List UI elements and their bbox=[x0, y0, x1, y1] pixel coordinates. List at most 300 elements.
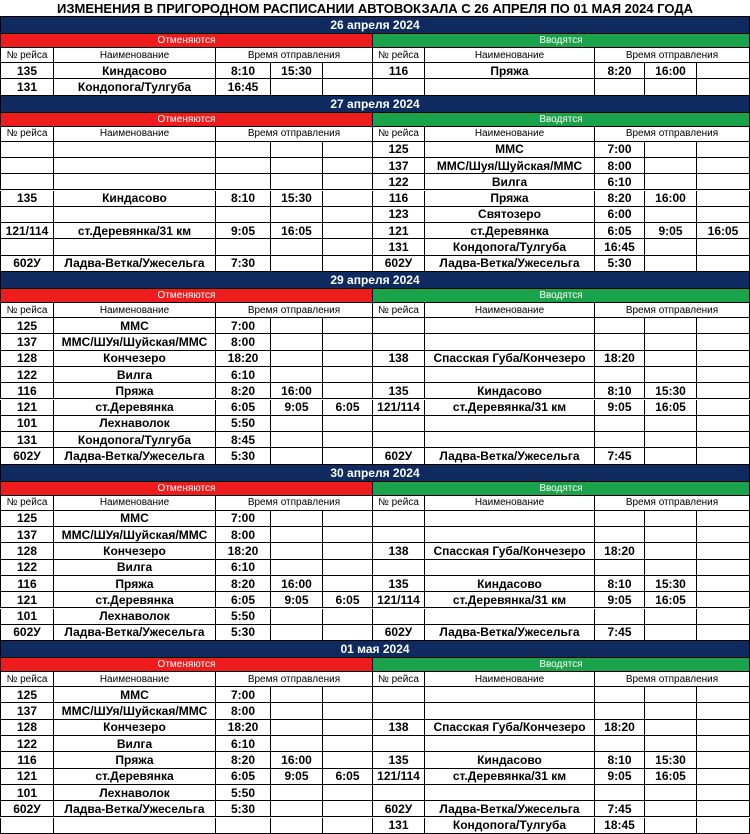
cancelled-name-cell: Ладва-Ветка/Ужесельга bbox=[54, 256, 216, 272]
col-header-time: Время отправления bbox=[216, 48, 373, 63]
col-header-number: № рейса bbox=[373, 48, 425, 63]
cancelled-time-3-cell bbox=[323, 142, 373, 158]
cancelled-number-cell: 135 bbox=[0, 63, 54, 79]
cancelled-time-2-cell bbox=[271, 256, 323, 272]
status-band-row bbox=[0, 113, 750, 127]
cancelled-time-3-cell bbox=[323, 158, 373, 174]
introduced-name-cell: Кондопога/Тулгуба bbox=[425, 239, 595, 255]
cancelled-time-3-cell bbox=[323, 416, 373, 432]
introduced-time-1-cell bbox=[595, 560, 645, 576]
cancelled-name-cell: Кончезеро bbox=[54, 720, 216, 736]
introduced-time-2-cell: 9:05 bbox=[645, 223, 697, 239]
cancelled-time-3-cell bbox=[323, 687, 373, 703]
status-band-row bbox=[0, 34, 750, 48]
cancelled-time-3-cell bbox=[323, 448, 373, 464]
cancelled-name-cell: Кондопога/Тулгуба bbox=[54, 432, 216, 448]
introduced-time-1-cell bbox=[595, 432, 645, 448]
status-band-row bbox=[0, 482, 750, 496]
col-header-time: Время отправления bbox=[216, 303, 373, 318]
introduced-time-2-cell bbox=[645, 801, 697, 817]
cancelled-name-cell: Пряжа bbox=[54, 752, 216, 768]
cancelled-time-2-cell: 16:00 bbox=[271, 383, 323, 399]
table-row bbox=[0, 207, 750, 223]
cancelled-time-2-cell bbox=[271, 736, 323, 752]
column-header-row bbox=[0, 496, 750, 511]
introduced-name-cell bbox=[425, 79, 595, 95]
introduced-time-2-cell: 16:05 bbox=[645, 769, 697, 785]
cancelled-number-cell: 131 bbox=[0, 432, 54, 448]
cancelled-time-3-cell bbox=[323, 560, 373, 576]
introduced-name-cell: Ладва-Ветка/Ужесельга bbox=[425, 256, 595, 272]
introduced-time-2-cell bbox=[645, 416, 697, 432]
introduced-time-2-cell: 15:30 bbox=[645, 576, 697, 592]
introduced-time-2-cell bbox=[645, 703, 697, 719]
cancelled-time-3-cell bbox=[323, 703, 373, 719]
cancelled-time-1-cell: 18:20 bbox=[216, 543, 271, 559]
introduced-time-1-cell bbox=[595, 736, 645, 752]
introduced-name-cell bbox=[425, 785, 595, 801]
cancelled-time-3-cell bbox=[323, 609, 373, 625]
cancelled-time-1-cell: 6:10 bbox=[216, 736, 271, 752]
cancelled-number-cell: 602У bbox=[0, 801, 54, 817]
introduced-number-cell: 122 bbox=[373, 174, 425, 190]
cancelled-name-cell: ст.Деревянка bbox=[54, 769, 216, 785]
introduced-number-cell: 123 bbox=[373, 207, 425, 223]
introduced-number-cell: 121 bbox=[373, 223, 425, 239]
cancelled-name-cell: Вилга bbox=[54, 736, 216, 752]
introduced-time-3-cell bbox=[697, 801, 750, 817]
introduced-name-cell bbox=[425, 609, 595, 625]
cancelled-name-cell: Кончезеро bbox=[54, 351, 216, 367]
cancelled-time-2-cell: 16:00 bbox=[271, 576, 323, 592]
cancelled-name-cell: Лехнаволок bbox=[54, 416, 216, 432]
introduced-time-2-cell bbox=[645, 174, 697, 190]
cancelled-time-2-cell bbox=[271, 367, 323, 383]
introduced-time-2-cell bbox=[645, 351, 697, 367]
cancelled-number-cell bbox=[0, 174, 54, 190]
table-row bbox=[0, 818, 750, 834]
cancelled-time-2-cell bbox=[271, 79, 323, 95]
cancelled-time-1-cell: 8:20 bbox=[216, 576, 271, 592]
introduced-name-cell bbox=[425, 334, 595, 350]
cancelled-number-cell: 137 bbox=[0, 703, 54, 719]
introduced-time-1-cell: 8:20 bbox=[595, 63, 645, 79]
col-header-number: № рейса bbox=[0, 48, 54, 63]
introduced-time-3-cell bbox=[697, 609, 750, 625]
cancelled-name-cell: Ладва-Ветка/Ужесельга bbox=[54, 801, 216, 817]
introduced-time-1-cell: 8:10 bbox=[595, 383, 645, 399]
introduced-number-cell: 121/114 bbox=[373, 592, 425, 608]
introduced-name-cell bbox=[425, 367, 595, 383]
introduced-time-3-cell bbox=[697, 752, 750, 768]
col-header-number: № рейса bbox=[0, 672, 54, 687]
column-header-row bbox=[0, 127, 750, 142]
introduced-time-1-cell bbox=[595, 609, 645, 625]
cancelled-time-3-cell bbox=[323, 383, 373, 399]
introduced-time-2-cell bbox=[645, 687, 697, 703]
col-header-name: Наименование bbox=[54, 127, 216, 142]
cancelled-time-1-cell: 5:50 bbox=[216, 416, 271, 432]
date-row bbox=[0, 17, 750, 34]
introduced-time-3-cell bbox=[697, 63, 750, 79]
introduced-number-cell: 138 bbox=[373, 351, 425, 367]
cancelled-time-1-cell bbox=[216, 207, 271, 223]
cancelled-number-cell: 137 bbox=[0, 527, 54, 543]
introduced-time-3-cell bbox=[697, 432, 750, 448]
cancelled-time-1-cell: 9:05 bbox=[216, 223, 271, 239]
cancelled-name-cell: Ладва-Ветка/Ужесельга bbox=[54, 625, 216, 641]
introduced-time-3-cell: 16:05 bbox=[697, 223, 750, 239]
cancelled-number-cell: 116 bbox=[0, 752, 54, 768]
cancelled-number-cell: 101 bbox=[0, 785, 54, 801]
table-row bbox=[0, 687, 750, 703]
cancelled-time-2-cell bbox=[271, 416, 323, 432]
cancelled-time-1-cell: 5:30 bbox=[216, 448, 271, 464]
cancelled-time-1-cell: 5:50 bbox=[216, 785, 271, 801]
cancelled-number-cell: 602У bbox=[0, 625, 54, 641]
cancelled-time-1-cell: 5:30 bbox=[216, 801, 271, 817]
cancelled-time-1-cell: 5:30 bbox=[216, 625, 271, 641]
cancelled-time-2-cell bbox=[271, 174, 323, 190]
introduced-time-3-cell bbox=[697, 785, 750, 801]
col-header-time: Время отправления bbox=[595, 496, 750, 511]
cancelled-time-3-cell bbox=[323, 720, 373, 736]
introduced-time-1-cell bbox=[595, 334, 645, 350]
cancelled-time-1-cell: 6:05 bbox=[216, 592, 271, 608]
cancelled-time-1-cell: 7:00 bbox=[216, 687, 271, 703]
introduced-time-2-cell bbox=[645, 239, 697, 255]
cancelled-name-cell: ММС/ШУя/Шуйская/ММС bbox=[54, 703, 216, 719]
introduced-name-cell bbox=[425, 432, 595, 448]
col-header-name: Наименование bbox=[425, 303, 595, 318]
introduced-name-cell: Спасская Губа/Кончезеро bbox=[425, 543, 595, 559]
col-header-name: Наименование bbox=[425, 127, 595, 142]
cancelled-name-cell: ММС bbox=[54, 318, 216, 334]
section-date: 26 апреля 2024 bbox=[0, 17, 750, 34]
introduced-time-1-cell: 16:45 bbox=[595, 239, 645, 255]
cancelled-time-3-cell bbox=[323, 318, 373, 334]
table-row bbox=[0, 769, 750, 785]
section-date: 27 апреля 2024 bbox=[0, 96, 750, 113]
introduced-time-2-cell: 15:30 bbox=[645, 752, 697, 768]
cancelled-time-3-cell: 6:05 bbox=[323, 400, 373, 416]
section-date: 29 апреля 2024 bbox=[0, 272, 750, 289]
introduced-name-cell: Кондопога/Тулгуба bbox=[425, 818, 595, 834]
cancelled-number-cell: 121 bbox=[0, 592, 54, 608]
cancelled-time-3-cell bbox=[323, 239, 373, 255]
introduced-time-3-cell bbox=[697, 191, 750, 207]
title-row bbox=[0, 0, 750, 17]
col-header-number: № рейса bbox=[373, 127, 425, 142]
cancelled-time-2-cell: 9:05 bbox=[271, 769, 323, 785]
introduced-number-cell: 116 bbox=[373, 191, 425, 207]
introduced-name-cell: ст.Деревянка/31 км bbox=[425, 592, 595, 608]
cancelled-time-2-cell bbox=[271, 560, 323, 576]
introduced-time-3-cell bbox=[697, 207, 750, 223]
cancelled-number-cell: 602У bbox=[0, 448, 54, 464]
introduced-time-1-cell bbox=[595, 687, 645, 703]
cancelled-time-2-cell bbox=[271, 785, 323, 801]
cancelled-time-3-cell bbox=[323, 256, 373, 272]
cancelled-time-3-cell bbox=[323, 223, 373, 239]
cancelled-time-2-cell bbox=[271, 625, 323, 641]
cancelled-header: Отменяются bbox=[0, 482, 373, 496]
cancelled-time-3-cell bbox=[323, 207, 373, 223]
cancelled-name-cell bbox=[54, 207, 216, 223]
cancelled-time-2-cell: 16:05 bbox=[271, 223, 323, 239]
introduced-number-cell: 602У bbox=[373, 625, 425, 641]
introduced-time-1-cell bbox=[595, 511, 645, 527]
col-header-time: Время отправления bbox=[595, 672, 750, 687]
introduced-time-1-cell bbox=[595, 416, 645, 432]
cancelled-time-2-cell bbox=[271, 318, 323, 334]
introduced-name-cell bbox=[425, 511, 595, 527]
introduced-number-cell: 602У bbox=[373, 448, 425, 464]
cancelled-number-cell bbox=[0, 818, 54, 834]
introduced-number-cell: 121/114 bbox=[373, 769, 425, 785]
cancelled-number-cell: 128 bbox=[0, 720, 54, 736]
cancelled-time-2-cell: 15:30 bbox=[271, 191, 323, 207]
cancelled-name-cell: Вилга bbox=[54, 367, 216, 383]
table-row bbox=[0, 334, 750, 350]
introduced-number-cell bbox=[373, 79, 425, 95]
introduced-time-3-cell bbox=[697, 625, 750, 641]
table-row bbox=[0, 367, 750, 383]
introduced-time-3-cell bbox=[697, 367, 750, 383]
introduced-name-cell bbox=[425, 703, 595, 719]
introduced-name-cell: Ладва-Ветка/Ужесельга bbox=[425, 625, 595, 641]
table-row bbox=[0, 511, 750, 527]
introduced-time-1-cell: 9:05 bbox=[595, 592, 645, 608]
cancelled-name-cell: Ладва-Ветка/Ужесельга bbox=[54, 448, 216, 464]
cancelled-time-3-cell bbox=[323, 625, 373, 641]
col-header-number: № рейса bbox=[0, 496, 54, 511]
cancelled-time-1-cell: 8:00 bbox=[216, 527, 271, 543]
cancelled-header: Отменяются bbox=[0, 113, 373, 127]
introduced-number-cell: 135 bbox=[373, 752, 425, 768]
cancelled-number-cell: 121 bbox=[0, 769, 54, 785]
introduced-time-3-cell bbox=[697, 687, 750, 703]
introduced-time-3-cell bbox=[697, 818, 750, 834]
cancelled-number-cell: 128 bbox=[0, 543, 54, 559]
introduced-time-2-cell bbox=[645, 720, 697, 736]
date-row bbox=[0, 272, 750, 289]
cancelled-number-cell: 116 bbox=[0, 576, 54, 592]
introduced-name-cell bbox=[425, 687, 595, 703]
cancelled-time-1-cell: 6:05 bbox=[216, 400, 271, 416]
cancelled-time-3-cell bbox=[323, 191, 373, 207]
date-row bbox=[0, 96, 750, 113]
introduced-time-2-cell bbox=[645, 560, 697, 576]
cancelled-time-1-cell: 6:05 bbox=[216, 769, 271, 785]
cancelled-time-2-cell bbox=[271, 609, 323, 625]
cancelled-number-cell bbox=[0, 239, 54, 255]
introduced-time-3-cell bbox=[697, 318, 750, 334]
introduced-time-3-cell bbox=[697, 527, 750, 543]
introduced-time-1-cell bbox=[595, 318, 645, 334]
introduced-number-cell bbox=[373, 560, 425, 576]
column-header-row bbox=[0, 303, 750, 318]
cancelled-time-1-cell bbox=[216, 174, 271, 190]
cancelled-time-2-cell bbox=[271, 239, 323, 255]
cancelled-time-1-cell: 8:45 bbox=[216, 432, 271, 448]
introduced-name-cell bbox=[425, 560, 595, 576]
introduced-number-cell: 121/114 bbox=[373, 400, 425, 416]
introduced-header: Вводятся bbox=[373, 289, 750, 303]
introduced-time-2-cell bbox=[645, 432, 697, 448]
col-header-time: Время отправления bbox=[595, 48, 750, 63]
cancelled-number-cell: 122 bbox=[0, 367, 54, 383]
cancelled-number-cell: 125 bbox=[0, 687, 54, 703]
cancelled-time-3-cell bbox=[323, 527, 373, 543]
date-row bbox=[0, 641, 750, 658]
cancelled-time-3-cell bbox=[323, 752, 373, 768]
cancelled-name-cell: Пряжа bbox=[54, 383, 216, 399]
cancelled-name-cell bbox=[54, 818, 216, 834]
cancelled-time-2-cell bbox=[271, 351, 323, 367]
introduced-time-3-cell bbox=[697, 592, 750, 608]
table-row bbox=[0, 223, 750, 239]
column-header-row bbox=[0, 672, 750, 687]
introduced-number-cell: 138 bbox=[373, 543, 425, 559]
col-header-time: Время отправления bbox=[216, 496, 373, 511]
introduced-time-3-cell bbox=[697, 736, 750, 752]
table-row bbox=[0, 801, 750, 817]
cancelled-number-cell: 122 bbox=[0, 560, 54, 576]
table-row bbox=[0, 318, 750, 334]
column-header-row bbox=[0, 48, 750, 63]
col-header-name: Наименование bbox=[425, 672, 595, 687]
introduced-time-2-cell bbox=[645, 256, 697, 272]
introduced-number-cell: 138 bbox=[373, 720, 425, 736]
table-row bbox=[0, 543, 750, 559]
cancelled-time-2-cell bbox=[271, 818, 323, 834]
cancelled-time-1-cell: 7:30 bbox=[216, 256, 271, 272]
cancelled-time-1-cell: 8:10 bbox=[216, 63, 271, 79]
introduced-time-3-cell bbox=[697, 720, 750, 736]
table-row bbox=[0, 400, 750, 416]
cancelled-number-cell bbox=[0, 207, 54, 223]
cancelled-name-cell bbox=[54, 158, 216, 174]
cancelled-name-cell: Киндасово bbox=[54, 191, 216, 207]
introduced-time-1-cell: 8:10 bbox=[595, 576, 645, 592]
cancelled-name-cell: ММС/ШУя/Шуйская/ММС bbox=[54, 334, 216, 350]
col-header-time: Время отправления bbox=[216, 127, 373, 142]
cancelled-time-2-cell bbox=[271, 142, 323, 158]
introduced-time-1-cell: 8:00 bbox=[595, 158, 645, 174]
col-header-number: № рейса bbox=[0, 127, 54, 142]
introduced-name-cell: Ладва-Ветка/Ужесельга bbox=[425, 801, 595, 817]
cancelled-time-2-cell bbox=[271, 720, 323, 736]
cancelled-number-cell: 121 bbox=[0, 400, 54, 416]
cancelled-time-1-cell: 8:10 bbox=[216, 191, 271, 207]
introduced-number-cell: 116 bbox=[373, 63, 425, 79]
introduced-time-1-cell: 18:45 bbox=[595, 818, 645, 834]
cancelled-time-3-cell bbox=[323, 511, 373, 527]
introduced-time-2-cell bbox=[645, 79, 697, 95]
introduced-time-1-cell bbox=[595, 367, 645, 383]
introduced-time-3-cell bbox=[697, 351, 750, 367]
table-row bbox=[0, 560, 750, 576]
cancelled-name-cell: Кончезеро bbox=[54, 543, 216, 559]
cancelled-time-2-cell bbox=[271, 432, 323, 448]
introduced-name-cell: Спасская Губа/Кончезеро bbox=[425, 720, 595, 736]
cancelled-time-3-cell bbox=[323, 351, 373, 367]
introduced-number-cell bbox=[373, 334, 425, 350]
introduced-number-cell bbox=[373, 736, 425, 752]
col-header-time: Время отправления bbox=[595, 303, 750, 318]
introduced-time-1-cell: 6:05 bbox=[595, 223, 645, 239]
cancelled-time-2-cell bbox=[271, 511, 323, 527]
table-row bbox=[0, 142, 750, 158]
col-header-name: Наименование bbox=[425, 48, 595, 63]
cancelled-time-1-cell: 7:00 bbox=[216, 318, 271, 334]
introduced-time-2-cell bbox=[645, 625, 697, 641]
cancelled-time-1-cell: 7:00 bbox=[216, 511, 271, 527]
cancelled-time-2-cell: 9:05 bbox=[271, 592, 323, 608]
introduced-time-1-cell: 18:20 bbox=[595, 543, 645, 559]
cancelled-time-1-cell: 6:10 bbox=[216, 560, 271, 576]
introduced-number-cell bbox=[373, 609, 425, 625]
introduced-number-cell: 602У bbox=[373, 801, 425, 817]
cancelled-time-2-cell bbox=[271, 687, 323, 703]
introduced-time-3-cell bbox=[697, 769, 750, 785]
status-band-row bbox=[0, 658, 750, 672]
cancelled-time-1-cell bbox=[216, 239, 271, 255]
introduced-time-2-cell bbox=[645, 818, 697, 834]
introduced-number-cell: 125 bbox=[373, 142, 425, 158]
introduced-time-3-cell bbox=[697, 79, 750, 95]
table-row bbox=[0, 239, 750, 255]
table-row bbox=[0, 448, 750, 464]
table-row bbox=[0, 785, 750, 801]
introduced-time-1-cell: 7:00 bbox=[595, 142, 645, 158]
table-row bbox=[0, 703, 750, 719]
col-header-number: № рейса bbox=[0, 303, 54, 318]
cancelled-time-3-cell bbox=[323, 79, 373, 95]
cancelled-time-2-cell bbox=[271, 527, 323, 543]
introduced-time-2-cell: 16:05 bbox=[645, 400, 697, 416]
introduced-name-cell: ММС bbox=[425, 142, 595, 158]
introduced-time-1-cell: 5:30 bbox=[595, 256, 645, 272]
introduced-name-cell: Киндасово bbox=[425, 383, 595, 399]
introduced-time-3-cell bbox=[697, 703, 750, 719]
introduced-time-2-cell bbox=[645, 158, 697, 174]
introduced-time-1-cell bbox=[595, 527, 645, 543]
cancelled-name-cell bbox=[54, 174, 216, 190]
cancelled-number-cell: 602У bbox=[0, 256, 54, 272]
cancelled-time-3-cell bbox=[323, 818, 373, 834]
introduced-number-cell: 137 bbox=[373, 158, 425, 174]
cancelled-time-1-cell: 8:20 bbox=[216, 383, 271, 399]
table-row bbox=[0, 158, 750, 174]
cancelled-number-cell bbox=[0, 158, 54, 174]
introduced-name-cell: Вилга bbox=[425, 174, 595, 190]
introduced-time-2-cell bbox=[645, 527, 697, 543]
introduced-time-3-cell bbox=[697, 543, 750, 559]
table-row bbox=[0, 256, 750, 272]
introduced-header: Вводятся bbox=[373, 113, 750, 127]
introduced-number-cell bbox=[373, 432, 425, 448]
introduced-time-3-cell bbox=[697, 142, 750, 158]
introduced-number-cell bbox=[373, 511, 425, 527]
introduced-number-cell bbox=[373, 416, 425, 432]
introduced-name-cell bbox=[425, 527, 595, 543]
cancelled-number-cell: 116 bbox=[0, 383, 54, 399]
cancelled-time-2-cell bbox=[271, 448, 323, 464]
introduced-time-2-cell bbox=[645, 736, 697, 752]
introduced-number-cell: 135 bbox=[373, 576, 425, 592]
